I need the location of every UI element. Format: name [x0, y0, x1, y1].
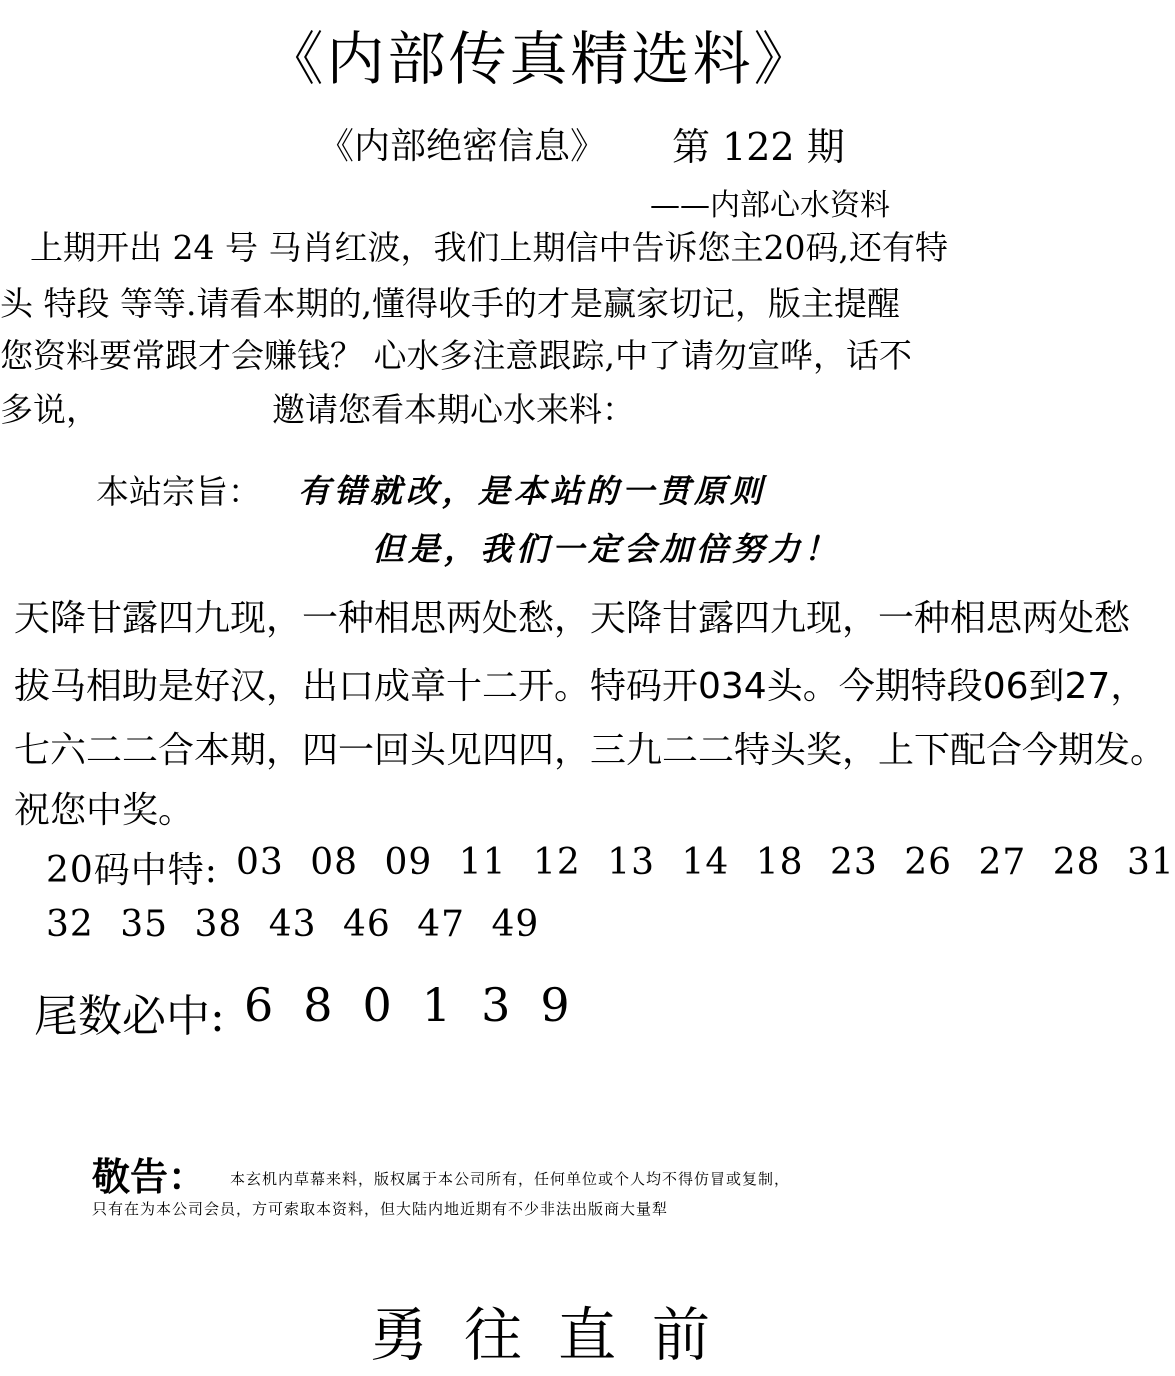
tail-label: 尾数必中:: [34, 991, 225, 1042]
intro-line: 头 特段 等等.请看本期的,懂得收手的才是赢家切记，版主提醒: [0, 284, 900, 323]
footer-slogan: 勇往直前: [369, 1301, 746, 1369]
issue-number: 第 122 期: [672, 125, 845, 169]
intro-invitation: 邀请您看本期心水来料：: [272, 390, 635, 429]
motto-line: 但是，我们一定会加倍努力！: [372, 530, 841, 568]
poem-line: 天降甘露四九现，一种相思两处愁，天降甘露四九现，一种相思两处愁: [14, 598, 1131, 639]
byline: ——内部心水资料: [650, 188, 890, 223]
intro-line: 上期开出 24 号 马肖红波，我们上期信中告诉您主20码,还有特: [30, 228, 948, 267]
notice-text: 只有在为本公司会员，方可索取本资料，但大陆内地近期有不少非法出版商大量犁: [92, 1200, 669, 1218]
numbers-row: 32 35 38 43 46 47 49: [46, 904, 540, 945]
motto-line: 有错就改，是本站的一贯原则: [298, 472, 767, 510]
motto-label: 本站宗旨：: [96, 472, 261, 511]
intro-line: 您资料要常跟才会赚钱？ 心水多注意跟踪,中了请勿宣哗，话不: [0, 336, 912, 375]
intro-line: 多说，: [0, 390, 99, 429]
numbers-row: 03 08 09 11 12 13 14 18 23 26 27 28 31: [236, 842, 1175, 883]
poem-line: 七六二二合本期，四一回头见四四，三九二二特头奖，上下配合今期发。: [14, 730, 1167, 771]
sub-title: 《内部绝密信息》: [318, 126, 607, 167]
notice-text: 本玄机内草幕来料，版权属于本公司所有，任何单位或个人均不得仿冒或复制，: [230, 1170, 791, 1188]
poem-line: 祝您中奖。: [14, 790, 195, 831]
numbers-label: 20码中特:: [46, 850, 218, 891]
page-title: 《内部传真精选料》: [265, 25, 815, 93]
poem-line: 拔马相助是好汉，出口成章十二开。特码开034头。今期特段06到27，: [14, 666, 1147, 707]
notice-label: 敬告：: [92, 1154, 207, 1199]
tail-digits: 680139: [244, 978, 600, 1032]
